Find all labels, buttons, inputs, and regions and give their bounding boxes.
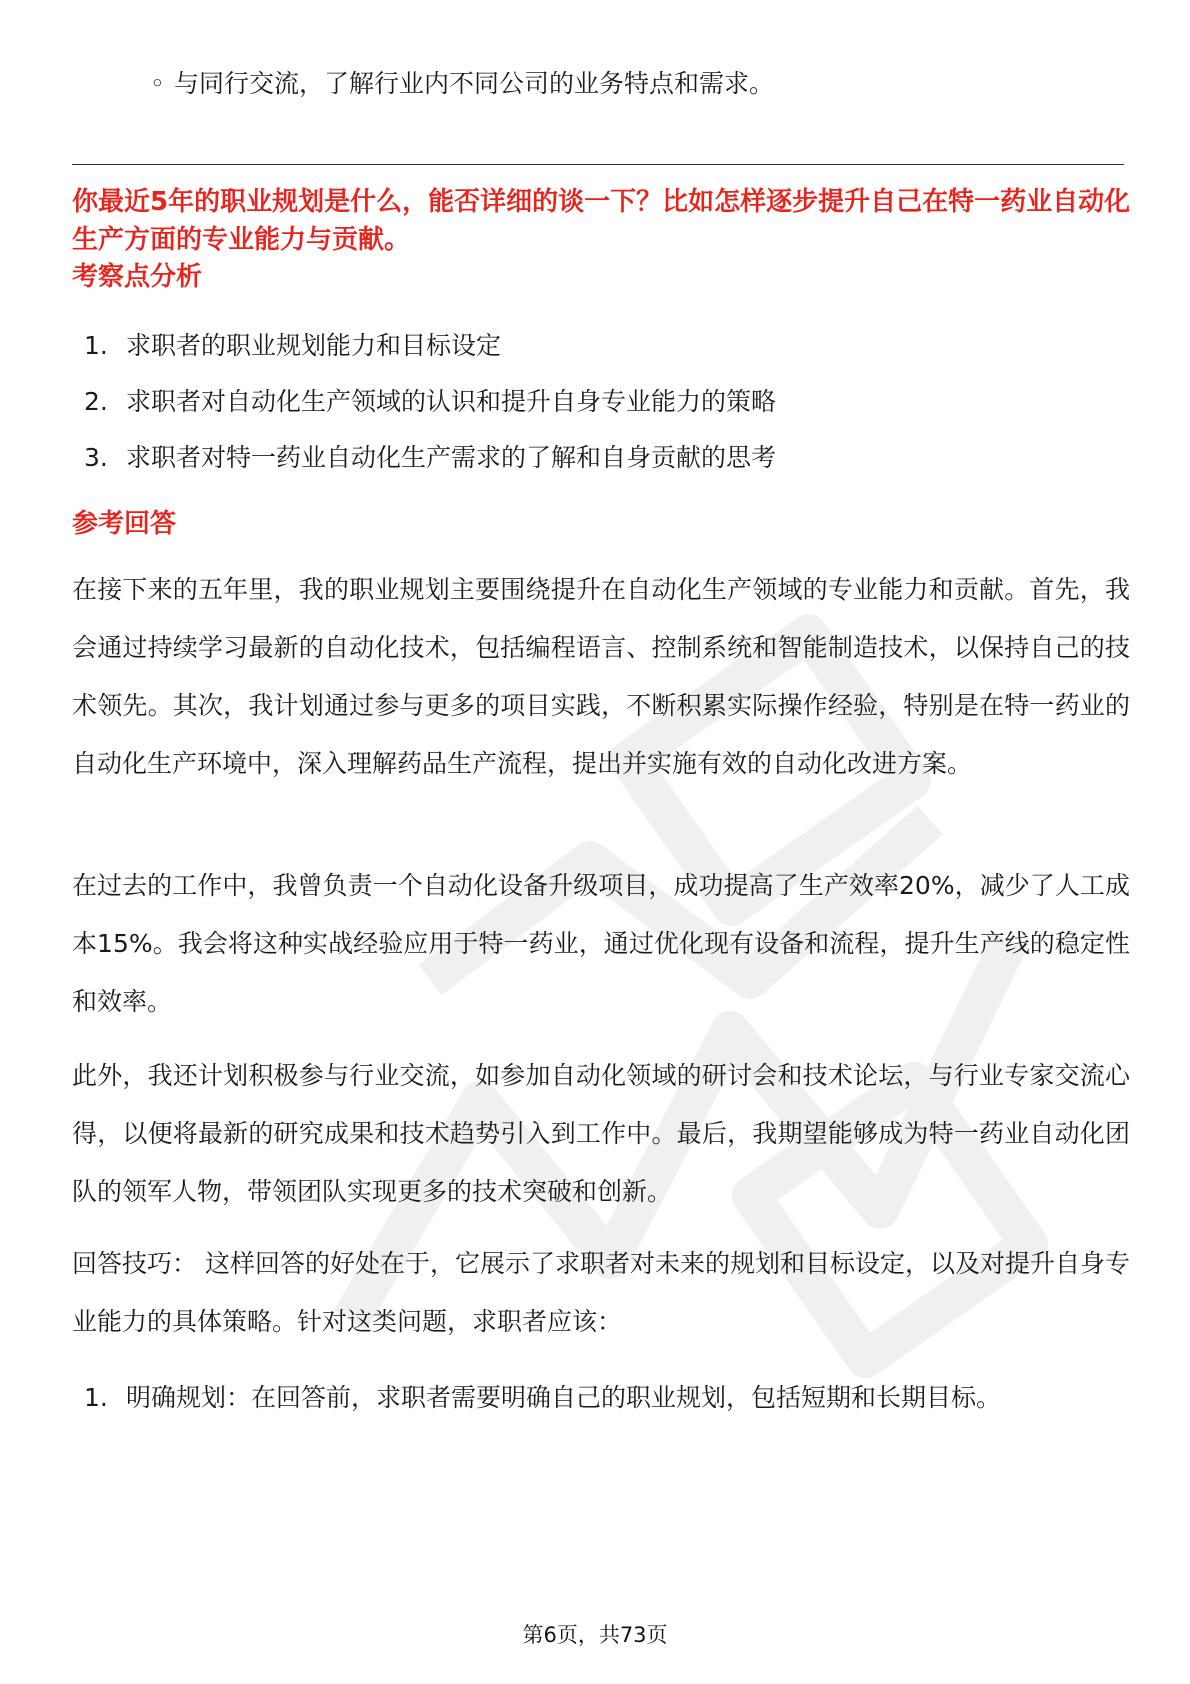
list-text: 明确规划：在回答前，求职者需要明确自己的职业规划，包括短期和长期目标。 [126,1383,1002,1412]
answer-paragraph: 在接下来的五年里，我的职业规划主要围绕提升在自动化生产领域的专业能力和贡献。首先，我会通过持续学习最新的自动化技术，包括编程语言、控制系统和智能制造技术，以保持自己的技术领先。其次，我计划通过参与更多的项目实践，不断积累实际操作经验，特别是在特一药业的自动化生产环境中，深入理解药品生产流程，提出并实施有效的自动化改进方案。 [72,575,1130,778]
section-divider [72,164,1124,165]
tips-list [84,1369,1124,1427]
list-item [84,1369,1124,1427]
list-number: 1. [84,331,108,360]
answer-tip-paragraph: 回答技巧： 这样回答的好处在于，它展示了求职者对未来的规划和目标设定，以及对提升自身专业能力的具体策略。针对这类问题，求职者应该： [72,1249,1130,1336]
list-item [84,430,776,486]
list-item [84,318,776,374]
list-number: 2. [84,387,108,416]
list-number: 3. [84,443,108,472]
analysis-heading: 考察点分析 [72,262,203,292]
bullet-item [150,64,774,104]
list-text: 求职者对特一药业自动化生产需求的了解和自身贡献的思考 [126,443,777,472]
list-text: 求职者对自动化生产领域的认识和提升自身专业能力的策略 [126,387,777,416]
answer-paragraph: 此外，我还计划积极参与行业交流，如参加自动化领域的研讨会和技术论坛，与行业专家交流心得，以便将最新的研究成果和技术趋势引入到工作中。最后，我期望能够成为特一药业自动化团队的领军人物，带领团队实现更多的技术突破和创新。 [72,1061,1130,1206]
bullet-text: 与同行交流，了解行业内不同公司的业务特点和需求。 [174,69,775,98]
answer-paragraph: 在过去的工作中，我曾负责一个自动化设备升级项目，成功提高了生产效率20%，减少了人工成本15%。我会将这种实战经验应用于特一药业，通过优化现有设备和流程，提升生产线的稳定性和效率。 [72,871,1130,1016]
list-number: 1. [84,1383,108,1412]
question-title: 你最近5年的职业规划是什么，能否详细的谈一下？比如怎样逐步提升自己在特一药业自动化生产方面的专业能力与贡献。 [72,187,1131,255]
bullet-marker: ◦ [150,69,165,98]
list-item [84,374,776,430]
analysis-list [84,318,776,486]
answer-heading: 参考回答 [72,509,177,539]
list-text: 求职者的职业规划能力和目标设定 [126,331,502,360]
page-footer: 第6页，共73页 [522,1623,668,1647]
